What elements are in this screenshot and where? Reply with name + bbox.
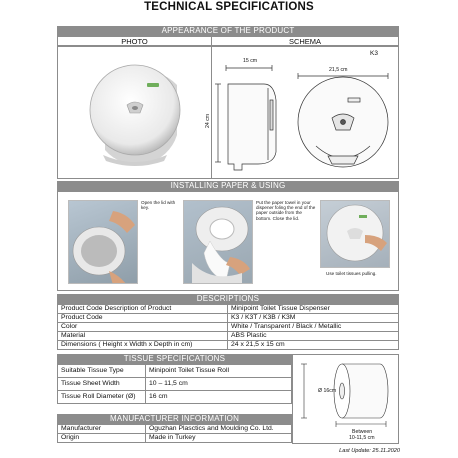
description-label: Product Code bbox=[58, 314, 228, 323]
description-value: 24 x 21,5 x 15 cm bbox=[228, 341, 399, 350]
tissue-value: 16 cm bbox=[146, 391, 292, 404]
model-code: K3 bbox=[370, 50, 378, 57]
table-row bbox=[58, 365, 292, 378]
tissue-value: Minipoint Toilet Tissue Roll bbox=[146, 365, 292, 378]
roll-between-label: Between bbox=[352, 429, 373, 435]
install-caption-1: Open the lid with key. bbox=[141, 200, 176, 211]
table-row bbox=[58, 434, 292, 443]
description-label: Product Code Description of Product bbox=[58, 305, 228, 314]
schema-label: SCHEMA bbox=[211, 36, 399, 46]
manufacturer-label: Manufacturer bbox=[58, 425, 146, 434]
tissue-label: Tissue Roll Diameter (Ø) bbox=[58, 391, 146, 404]
description-value: Minipoint Toilet Tissue Dispenser bbox=[228, 305, 399, 314]
install-photo-2 bbox=[183, 200, 253, 284]
manufacturer-table bbox=[57, 424, 292, 443]
manufacturer-value: Oguzhan Plasctics and Moulding Co. Ltd. bbox=[146, 425, 292, 434]
roll-between-value: 10-11,5 cm bbox=[349, 435, 375, 441]
tissue-header: TISSUE SPECIFICATIONS bbox=[57, 354, 292, 364]
table-row bbox=[58, 323, 399, 332]
install-photo-1 bbox=[68, 200, 138, 284]
table-row bbox=[58, 341, 399, 350]
manufacturer-label: Origin bbox=[58, 434, 146, 443]
manufacturer-value: Made in Turkey bbox=[146, 434, 292, 443]
tissue-label: Suitable Tissue Type bbox=[58, 365, 146, 378]
appearance-header: APPEARANCE OF THE PRODUCT bbox=[57, 26, 399, 36]
description-label: Material bbox=[58, 332, 228, 341]
tissue-value: 10 – 11,5 cm bbox=[146, 378, 292, 391]
document-title: TECHNICAL SPECIFICATIONS bbox=[144, 1, 314, 13]
install-photo-3 bbox=[320, 200, 390, 268]
dim-width-label: 21,5 cm bbox=[329, 67, 348, 73]
installing-header: INSTALLING PAPER & USING bbox=[57, 181, 399, 191]
table-row bbox=[58, 332, 399, 341]
dispenser-photo bbox=[85, 55, 185, 170]
table-row bbox=[58, 378, 292, 391]
tissue-label: Tissue Sheet Width bbox=[58, 378, 146, 391]
dim-height-label: 24 cm bbox=[205, 113, 211, 128]
descriptions-table bbox=[57, 304, 399, 350]
roll-diameter-label: Ø 16cm bbox=[318, 388, 337, 394]
install-caption-2: Put the paper towel in your dispener foling the end of the paper outside from the bottom. Close the lid. bbox=[256, 200, 316, 221]
table-row bbox=[58, 425, 292, 434]
description-value: ABS Plastic bbox=[228, 332, 399, 341]
table-row bbox=[58, 305, 399, 314]
tissue-table bbox=[57, 364, 292, 404]
install-caption-3: Use toilet tissues pulling. bbox=[326, 271, 377, 276]
description-label: Color bbox=[58, 323, 228, 332]
descriptions-header: DESCRIPTIONS bbox=[57, 294, 399, 304]
description-value: White / Transparent / Black / Metallic bbox=[228, 323, 399, 332]
description-label: Dimensions ( Height x Width x Depth in cm) bbox=[58, 341, 228, 350]
dim-depth-label: 15 cm bbox=[243, 58, 258, 64]
manufacturer-header: MANUFACTURER INFORMATION bbox=[57, 414, 292, 424]
last-update: Last Update: 25.11.2020 bbox=[339, 448, 400, 454]
description-value: K3 / K3T / K3B / K3M bbox=[228, 314, 399, 323]
table-row bbox=[58, 391, 292, 404]
schema-drawing bbox=[212, 60, 398, 178]
table-row bbox=[58, 314, 399, 323]
tissue-roll-drawing bbox=[296, 356, 396, 436]
photo-label: PHOTO bbox=[57, 36, 212, 46]
